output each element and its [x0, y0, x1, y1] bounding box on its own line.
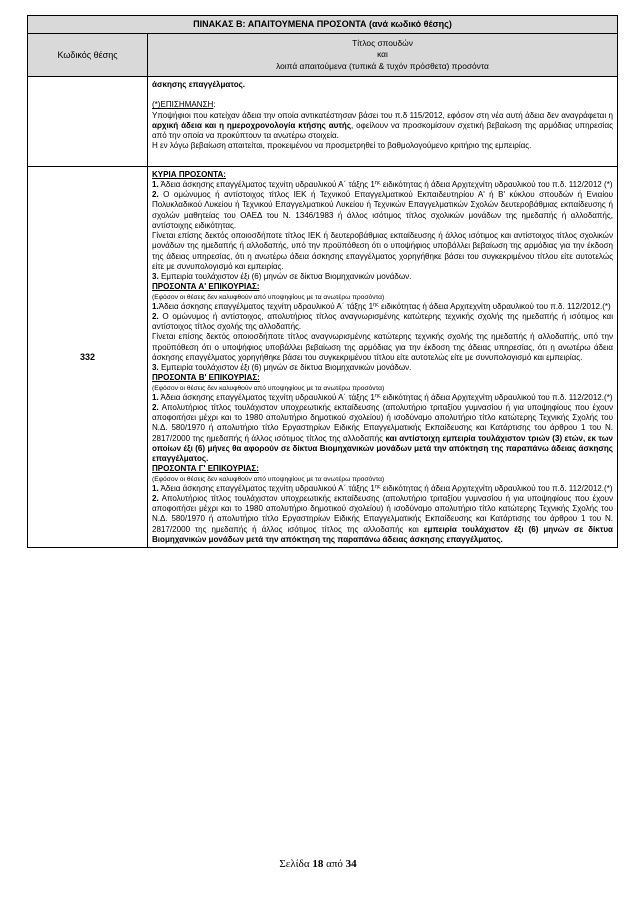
a-note: (Εφόσον οι θέσεις δεν καλυφθούν από υποψηφίους με τα ανωτέρω προσόντα): [152, 293, 385, 301]
main-item-3: 3. Εμπειρία τουλάχιστον έξι (6) μηνών σε δίκτυα Βιομηχανικών μονάδων.: [152, 272, 412, 281]
main-qualifications-title: ΚΥΡΙΑ ΠΡΟΣΟΝΤΑ:: [152, 169, 226, 179]
table-header-row: [28, 34, 618, 77]
c-note: (Εφόσον οι θέσεις δεν καλυφθούν από υποψηφίους με τα ανωτέρω προσόντα): [152, 475, 385, 483]
b-note: (Εφόσον οι θέσεις δεν καλυφθούν από υποψηφίους με τα ανωτέρω προσόντα): [152, 384, 385, 392]
column-header-description: [148, 34, 618, 77]
a-item-3: 3. Εμπειρία τουλάχιστον έξι (6) μηνών σε δίκτυα Βιομηχανικών μονάδων.: [152, 363, 412, 372]
main-item-2-extra: Γίνεται επίσης δεκτός οποιοσδήποτε τίτλος ΙΕΚ ή δευτεροβάθμιας εκπαίδευσης ή άλλος ισότιμος και αντίστοιχος τίτλος σχολικών μονάδων της ημεδαπής ή αλλοδαπής, υπό την προϋπόθεση ότι ο υποψήφιος υποβάλλει βεβαίωση της αρμόδιας για την έκδοση της άδειας υπηρεσίας, ότι η ανωτέρω άδεια άσκησης επαγγέλματος χορηγήθηκε βάσει του συγκεκριμένου τίτλου είτε αυτοτελώς είτε με συνυπολογισμό και εμπειρίας.: [152, 231, 613, 271]
b-qualifications-title: ΠΡΟΣΟΝΤΑ Β' ΕΠΙΚΟΥΡΙΑΣ:: [152, 373, 260, 383]
current-page: 18: [312, 858, 324, 870]
main-item-2: 2. Ο ομώνυμος ή αντίστοιχος τίτλος ΙΕΚ ή Τεχνικού Επαγγελματικού Εκπαιδευτηρίου Α' ή Β' κύκλου σπουδών ή Ενιαίου Πολυκλαδικού Λυκείου ή Τεχνικού Επαγγελματικού Λυκείου ή Τεχνικών Επαγγελματικών Σχολών δευτεροβάθμιας εκπαίδευσης ή σχολών μαθητείας του ΟΑΕΔ του Ν. 1346/1983 ή άλλος ισότιμος τίτλος σχολικών μονάδων της ημεδαπής ή αλλοδαπής, αντίστοιχης ειδικότητας.: [152, 190, 613, 230]
continuation-cell: [148, 77, 618, 167]
b-item-2: 2. Απολυτήριος τίτλος τουλάχιστον υποχρεωτικής εκπαίδευσης (απολυτήριο τριταξίου γυμνασίου ή για υποψηφίους που έχουν αποφοιτήσει μέχρι και το 1980 απολυτήριο δημοτικού σχολείου) ή ισοδύναμο απολυτήριο τίτλο κατώτερης Τεχνικής Σχολής του Ν.Δ. 580/1970 ή απολυτήριο τίτλο Εργαστηρίων Ειδικής Επαγγελματικής Εκπαίδευσης και Κατάρτισης του άρθρου 1 του Ν. 2817/2000 της ημεδαπής ή άλλος ισότιμος τίτλος της αλλοδαπής και αντίστοιχη εμπειρία τουλάχιστον τριών (3) ετών, εκ των οποίων έξι (6) μήνες θα αφορούν σε δίκτυα Βιομηχανικών μονάδων μετά την απόκτηση της παραπάνω άδειας άσκησης επαγγέλματος.: [152, 402, 613, 463]
c-item-1: 1. Άδεια άσκησης επαγγέλματος τεχνίτη υδραυλικού Α΄ τάξης $1^{\eta\varsigma}$ ειδικότητας ή άδεια Αρχιτεχνίτη υδραυλικού του π.δ. 112/2012.(*): [152, 483, 613, 493]
note-paragraph-1: Υποψήφιοι που κατείχαν άδεια την οποία αντικατέστησαν βάσει του π.δ 115/2012, εφόσον στη νέα αυτή άδεια δεν αναγράφεται η αρχική άδεια και η ημερoχρονολογία κτήσης αυτής, οφείλουν να προσκομίσουν σχετική βεβαίωση της αρμόδιας υπηρεσίας από την οποία να προκύπτουν τα ανωτέρω στοιχεία.: [152, 110, 613, 140]
header-line-1: Τίτλος σπουδών: [352, 37, 413, 48]
table-title-row: [28, 16, 618, 34]
table-title: ΠΙΝΑΚΑΣ Β: ΑΠΑΙΤΟΥΜΕΝΑ ΠΡΟΣΟΝΤΑ (ανά κωδικό θέσης): [28, 16, 618, 34]
page-footer: Σελίδα 18 από 34: [279, 858, 357, 870]
requirements-table: [27, 15, 618, 548]
column-header-code: Κωδικός θέσης: [28, 34, 148, 77]
header-line-2: και: [377, 49, 388, 60]
position-code: 332: [28, 166, 148, 548]
note-paragraph-2: Η εν λόγω βεβαίωση απαιτείται, προκειμένου να προσμετρηθεί το βαθμολογούμενο κριτήριο της εμπειρίας.: [152, 141, 532, 151]
a-item-1: 1.Άδεια άσκησης επαγγέλματος τεχνίτη υδραυλικού Α΄ τάξης $1^{\eta\varsigma}$ ειδικότητας ή άδεια Αρχιτεχνίτη υδραυλικού του π.δ. 112/2012.(*): [152, 301, 611, 311]
total-pages: 34: [345, 858, 357, 870]
requirements-cell: [148, 166, 618, 548]
header-line-3: λοιπά απαιτούμενα (τυπικά & τυχόν πρόσθετα) προσόντα: [276, 60, 489, 71]
continuation-text: άσκησης επαγγέλματος.: [152, 80, 246, 89]
main-item-1: 1. Άδεια άσκησης επαγγέλματος τεχνίτη υδραυλικού Α΄ τάξης $1^{\eta\varsigma}$ ειδικότητας ή άδεια Αρχιτεχνίτη υδραυλικού του π.δ. 112/2012 (*): [152, 179, 613, 189]
table-row: [28, 166, 618, 548]
c-item-2: 2. Απολυτήριος τίτλος τουλάχιστον υποχρεωτικής εκπαίδευσης (απολυτήριο τριταξίου γυμνασίου ή για υποψηφίους που έχουν αποφοιτήσει μέχρι και το 1980 απολυτήριο δημοτικού σχολείου) ή ισοδύναμο απολυτήριο τίτλο κατώτερης Τεχνικής Σχολής του Ν.Δ. 580/1970 ή απολυτήριο τίτλο Εργαστηρίων Ειδικής Επαγγελματικής Εκπαίδευσης και Κατάρτισης του άρθρου 1 του Ν. 2817/2000 της ημεδαπής ή άλλος ισότιμος τίτλος της αλλοδαπής και εμπειρία τουλάχιστον έξι (6) μηνών σε δίκτυα Βιομηχανικών μονάδων μετά την απόκτηση της παραπάνω άδειας άσκησης επαγγέλματος.: [152, 493, 613, 544]
a-qualifications-title: ΠΡΟΣΟΝΤΑ Α' ΕΠΙΚΟΥΡΙΑΣ:: [152, 282, 260, 292]
empty-code-cell: [28, 77, 148, 167]
b-item-1: 1. Άδεια άσκησης επαγγέλματος τεχνίτη υδραυλικού Α΄ τάξης $1^{\eta\varsigma}$ ειδικότητας ή άδεια Αρχιτεχνίτη υδραυλικού του π.δ. 112/2012.(*): [152, 392, 613, 402]
a-item-2-extra: Γίνεται επίσης δεκτός οποιοσδήποτε τίτλος αναγνωρισμένης κατώτερης τεχνικής σχολής της ημεδαπής ή αλλοδαπής, υπό την προϋπόθεση ότι ο υποψήφιος υποβάλλει βεβαίωση της αρμόδιας για την έκδοση της άδειας υπηρεσίας, ότι η ανωτέρω άδεια άσκησης επαγγέλματος χορηγήθηκε βάσει του συγκεκριμένου τίτλου είτε αυτοτελώς είτε με συνυπολογισμό και εμπειρίας.: [152, 332, 613, 362]
note-heading: (*)ΕΠΙΣΗΜΑΝΣΗ:: [152, 100, 216, 110]
table-row: [28, 77, 618, 167]
note-title: (*)ΕΠΙΣΗΜΑΝΣΗ: [152, 100, 214, 110]
c-qualifications-title: ΠΡΟΣΟΝΤΑ Γ' ΕΠΙΚΟΥΡΙΑΣ:: [152, 464, 259, 474]
a-item-2: 2. Ο ομώνυμος ή αντίστοιχος, απολυτήριος τίτλος αναγνωρισμένης κατώτερης τεχνικής σχολής της ημεδαπής ή ισότιμος και αντίστοιχος τίτλος σχολής της αλλοδαπής.: [152, 311, 613, 331]
note-emphasis: αρχική άδεια και η ημερoχρονολογία κτήσης αυτής: [152, 120, 352, 130]
